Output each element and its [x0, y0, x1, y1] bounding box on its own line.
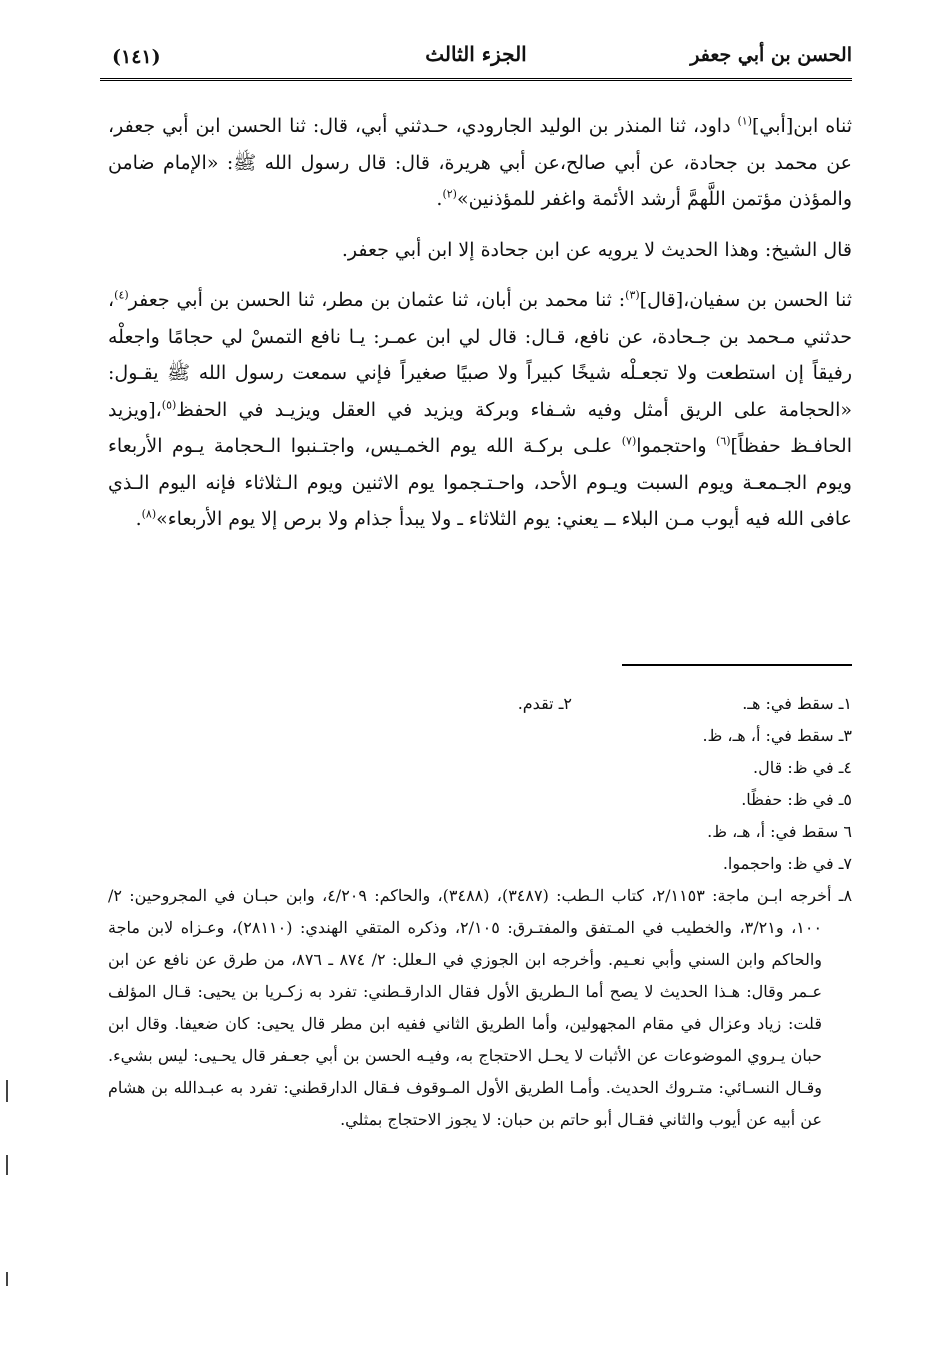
footnote-3: ٣ـ سقط في: أ، هـ، ظ.: [702, 726, 852, 745]
footnote-8: ٨ـ أخرجه ابـن ماجة: ٢/١١٥٣، كتاب الـطب: (٣٤٨٧)، (٣٤٨٨)، والحاكم: ٤/٢٠٩، وابن حبـان في المجروحين: ٢/ ١٠٠، و٣/٢١، والخطيب في المـتفق والمفتـرق: ٢/١٠٥، وذكره المتقي الهندي: (٢٨١١٠)، وعـزاه لابن ماجة والحاكم وابن السني وأبي نعـيم. وأخرجه ابن الجوزي في الـعلل: ٢/ ٨٧٤ ـ ٨٧٦، من طرق عن نافع عن ابن عـمر وقال: هـذا الحديث لا يصح أما الـطريق الأول فقال الدارقـطني: تفرد به زكـريا بن يحيى: قـال المؤلف قلت: زياد وعزال في مقام المجهولين، وأما الطريق الثاني ففيه ابن مطر قال يحيى: كان ضعيفا. وقال ابن حبان يـروي الموضوعات عن الأثبات لا يحـل الاحتجاج به، وفيـه الحسن بن أبي جعـفر قال يحـيى: ليس بشيء. وقـال النسـائي: متـروك الحديث. وأمـا الطريق الأول المـوقوف فـقال الدارقطني: تفرد به عبـدالله بن هشام عن أبيه عن أيوب والثاني فقـال أبو حاتم بن حبان: لا يجوز الاحتجاج بمثلي.: [108, 886, 853, 1129]
footnote-1: ١ـ سقط في: هـ.: [742, 694, 852, 713]
footnote-ref: (٥): [161, 398, 177, 412]
footnote-ref: (٦): [716, 434, 731, 448]
text-run: ، حدثني مـحمد بن جـحادة، عن نافع، قـال: قال لي ابن عمـر: يـا نافع التمسْ لي حجامًا واجعلْه رفيقاً إن استطعت ولا تجعـلْه شيخًا كبيراً ولا صبيًا صغيراً فإني سمعت رسول الله ﷺ يقـول: «الحجامة على الريق أمثل وفيه شـفاء وبركة ويزيد في العقل ويزيـد في الحفظ: [108, 289, 852, 421]
text-run: .: [135, 508, 142, 530]
footnotes: [108, 688, 852, 1136]
text-run: ثناه ابن[أبي]: [752, 115, 852, 137]
footnote-ref: (٣): [625, 288, 640, 302]
footnote-ref: (٢): [442, 187, 457, 201]
text-run: : ثنا محمد بن أبان، ثنا عثمان بن مطر، ثنا الحسن بن أبي جعفر: [128, 289, 626, 311]
paragraph-3: [108, 282, 852, 538]
footnote-ref: (١): [737, 114, 753, 128]
footnote-separator: [622, 664, 852, 666]
paragraph-2: قال الشيخ: وهذا الحديث لا يرويه عن ابن جحادة إلا ابن أبي جعفر.: [341, 238, 852, 261]
footnote-7: ٧ـ في ظ: واحجموا.: [722, 854, 852, 873]
footnote-ref: (٤): [114, 288, 129, 302]
scan-mark: [6, 1155, 8, 1175]
footnote-5: ٥ـ في ظ: حفظًا.: [741, 790, 852, 809]
text-run: ،[ويزيد الحافـظ حفظاً]: [108, 398, 852, 457]
main-text: [108, 108, 852, 552]
footnote-4: ٤ـ في ظ: قال.: [753, 758, 852, 777]
page-header: [100, 38, 852, 78]
header-rule: [100, 78, 852, 81]
scan-mark: [6, 1080, 8, 1102]
text-run: ثنا الحسن بن سفيان،[قال]: [639, 289, 852, 311]
page-number: (١٤١): [112, 46, 161, 68]
text-run: داود، ثنا المنذر بن الوليد الجارودي، حـدثني أبي، قال: ثنا الحسن ابن أبي جعفر، عن محمد بن جحادة، عن أبي صالح،عن أبي هريرة، قال: قال رسول الله ﷺ: «الإمام ضامن والمؤذن مؤتمن اللَّهمَّ أرشد الأئمة واغفر للمؤذنين»: [108, 115, 852, 210]
footnote-2: ٢ـ تقدم.: [517, 694, 572, 713]
footnote-6: ٦ سقط في: أ، هـ، ظ.: [707, 822, 852, 841]
text-run: .: [436, 188, 443, 210]
paragraph-1: [108, 108, 852, 218]
text-run: علـى بركـة الله يوم الخمـيس، واجتـنبوا الـحجامة يـوم الأربعاء ويوم الجـمعـة ويوم السبت ويـوم الأحد، واحـتـجموا يوم الاثنين ويوم الـثلاثاء فإنه اليوم الـذي عافى الله فيه أيوب مـن البلاء ــ يعني: يوم الثلاثاء ـ ولا يبدأ جذام ولا برص إلا يوم الأربعاء»: [108, 435, 852, 530]
footnote-row: [108, 688, 852, 720]
footnote-ref: (٨): [141, 507, 157, 521]
running-head-author: الحسن بن أبي جعفر: [690, 44, 852, 66]
footnote-ref: (٧): [621, 434, 637, 448]
running-head-volume: الجزء الثالث: [425, 42, 527, 66]
text-run: واحتجموا: [636, 435, 717, 457]
scan-mark: [6, 1272, 8, 1286]
